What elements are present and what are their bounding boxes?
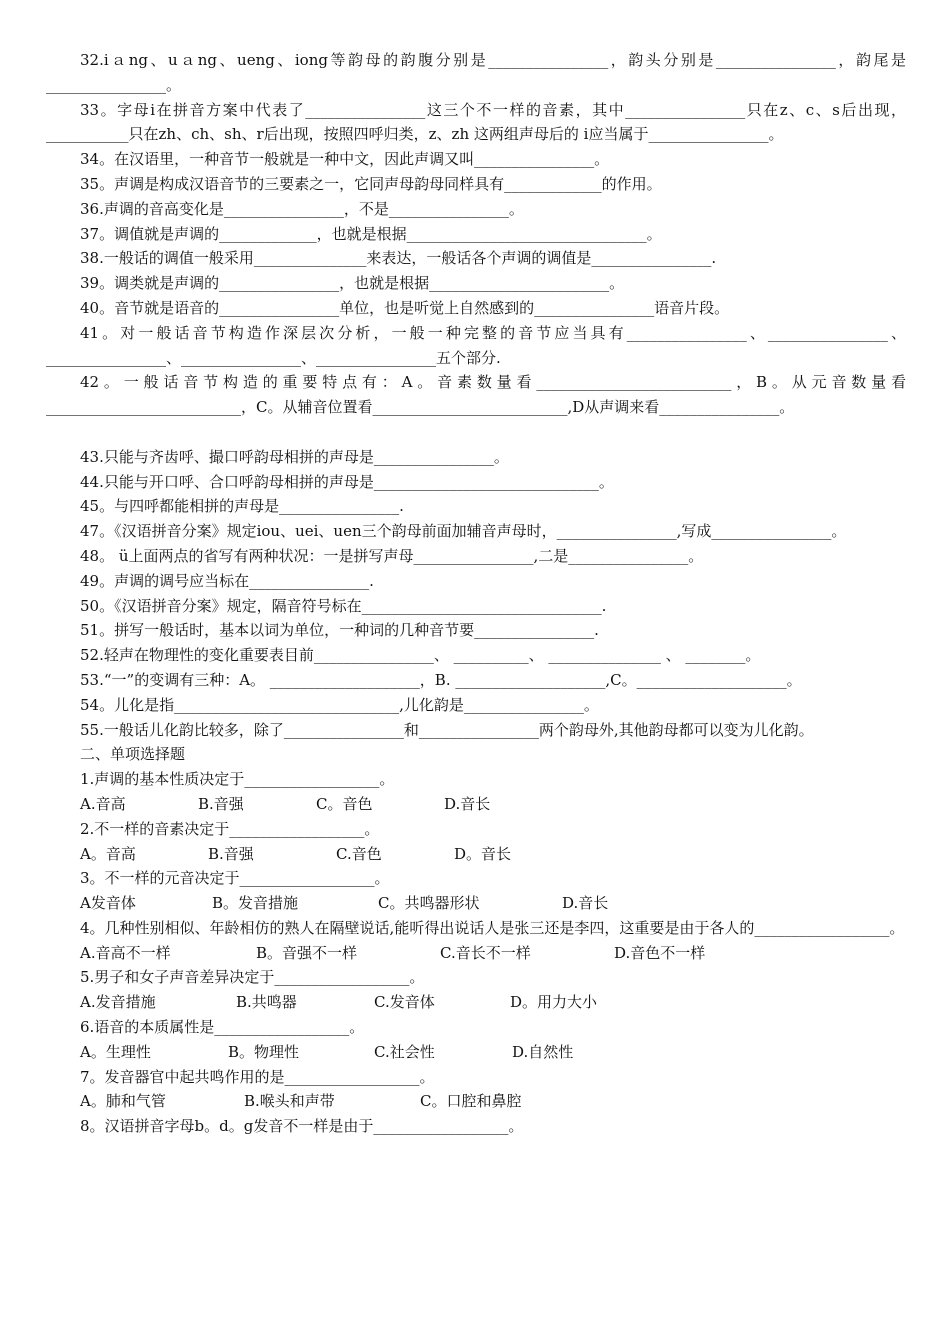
option: D.自然性 — [512, 1042, 574, 1061]
question-35: 35。声调是构成汉语音节的三要素之一，它同声母韵母同样具有_____________的作用。 — [80, 174, 662, 193]
fill-in-section — [46, 48, 906, 742]
question-51: 51。拼写一般话时，基本以词为单位，一种词的几种音节要________________. — [80, 621, 599, 640]
option: B。发音措施 — [212, 894, 299, 913]
option: A.音高不一样 — [80, 943, 171, 962]
option: C。口腔和鼻腔 — [420, 1092, 522, 1111]
mc-question-5: 5.男子和女子声音差异决定于__________________。 — [80, 968, 425, 987]
option: B。音强不一样 — [256, 943, 358, 962]
option: B.音强 — [198, 794, 244, 813]
option: D。用力大小 — [510, 993, 598, 1012]
mc-question-4: 4。几种性别相似、年龄相仿的熟人在隔壁说话,能听得出说话人是张三还是李四，这重要是由于各人的__________________。 — [80, 918, 905, 937]
mc-options-1 — [46, 792, 906, 817]
option: B.喉头和声带 — [244, 1092, 335, 1111]
mc-question-7: 7。发音器官中起共鸣作用的是__________________。 — [80, 1067, 435, 1086]
mc-options-3 — [46, 891, 906, 916]
question-42: 42。一般话音节构造的重要特点有：A。音素数量看__________________________，B。从元音数量看__________________________，C。从辅音位置看__________________________,D从声调来看________________。 — [46, 373, 906, 417]
question-53: 53.“一”的变调有三种：A。 ____________________，B. ____________________,C。____________________。 — [80, 670, 802, 689]
option: B。物理性 — [228, 1042, 300, 1061]
question-43: 43.只能与齐齿呼、撮口呼韵母相拼的声母是________________。 — [80, 447, 509, 466]
option: C.发音体 — [374, 993, 435, 1012]
question-33: 33。字母i在拼音方案中代表了________________这三个不一样的音素，其中________________只在z、c、s后出现，___________只在zh、ch、sh、r后出现，按照四呼归类，z、zh 这两组声母后的 i应当属于________________。 — [46, 100, 906, 144]
mc-question-6: 6.语音的本质属性是__________________。 — [80, 1018, 365, 1037]
question-44: 44.只能与开口呼、合口呼韵母相拼的声母是______________________________。 — [80, 472, 614, 491]
blank-line — [46, 420, 906, 445]
question-48: 48。 ü上面两点的省写有两种状况：一是拼写声母________________,二是________________。 — [80, 546, 704, 565]
option: A发音体 — [80, 894, 136, 913]
option: A。生理性 — [80, 1042, 151, 1061]
mc-question-2: 2.不一样的音素决定于__________________。 — [80, 819, 380, 838]
question-54: 54。儿化是指______________________________,儿化韵是________________。 — [80, 695, 599, 714]
question-40: 40。音节就是语音的________________单位，也是听觉上自然感到的________________语音片段。 — [80, 298, 730, 317]
option: A。音高 — [80, 844, 136, 863]
option: B.共鸣器 — [236, 993, 297, 1012]
document-page — [46, 48, 906, 1139]
mc-question-8: 8。汉语拼音字母b。d。g发音不一样是由于__________________。 — [80, 1117, 524, 1136]
question-52: 52.轻声在物理性的变化重要表目前________________、 __________、 _______________ 、 ________。 — [80, 646, 761, 665]
mc-options-7 — [46, 1089, 906, 1114]
question-39: 39。调类就是声调的________________，也就是根据________________________。 — [80, 274, 625, 293]
question-37: 37。调值就是声调的_____________，也就是根据________________________________。 — [80, 224, 662, 243]
question-50: 50。《汉语拼音分案》规定，隔音符号标在________________________________. — [80, 596, 607, 615]
mc-options-2 — [46, 842, 906, 867]
option: D.音色不一样 — [614, 943, 706, 962]
multiple-choice-section — [46, 742, 906, 1139]
option: A.音高 — [80, 794, 126, 813]
option: D.音长 — [444, 794, 491, 813]
option: C.音色 — [336, 844, 382, 863]
mc-options-5 — [46, 990, 906, 1015]
question-55: 55.一般话儿化韵比较多，除了________________和________________两个韵母外,其他韵母都可以变为儿化韵。 — [80, 720, 814, 739]
option: C。音色 — [316, 794, 373, 813]
option: C。共鸣器形状 — [378, 894, 480, 913]
option: A.发音措施 — [80, 993, 156, 1012]
question-32: 32.iａng、uａng、ueng、iong等韵母的韵腹分别是________________，韵头分别是________________，韵尾是________________。 — [46, 51, 906, 94]
option: D。音长 — [454, 844, 512, 863]
mc-options-6 — [46, 1040, 906, 1065]
question-34: 34。在汉语里，一种音节一般就是一种中文，因此声调又叫________________。 — [80, 150, 610, 169]
option: D.音长 — [562, 894, 609, 913]
mc-question-3: 3。不一样的元音决定于__________________。 — [80, 869, 390, 888]
option: C.音长不一样 — [440, 943, 531, 962]
question-45: 45。与四呼都能相拼的声母是________________. — [80, 497, 404, 516]
question-47: 47。《汉语拼音分案》规定iou、uei、uen三个韵母前面加辅音声母时，________________,写成________________。 — [80, 522, 847, 541]
question-36: 36.声调的音高变化是________________，不是________________。 — [80, 199, 524, 218]
mc-question-1: 1.声调的基本性质决定于__________________。 — [80, 770, 395, 789]
question-49: 49。声调的调号应当标在________________. — [80, 571, 374, 590]
question-38: 38.一般话的调值一般采用_______________来表达，一般话各个声调的调值是________________. — [80, 249, 717, 268]
question-41: 41。对一般话音节构造作深层次分析，一般一种完整的音节应当具有________________、________________、________________、________________、________________五个部分. — [46, 323, 906, 367]
mc-options-4 — [46, 941, 906, 966]
section-heading: 二、单项选择题 — [80, 745, 186, 764]
option: A。肺和气管 — [80, 1092, 166, 1111]
option: C.社会性 — [374, 1042, 435, 1061]
option: B.音强 — [208, 844, 254, 863]
